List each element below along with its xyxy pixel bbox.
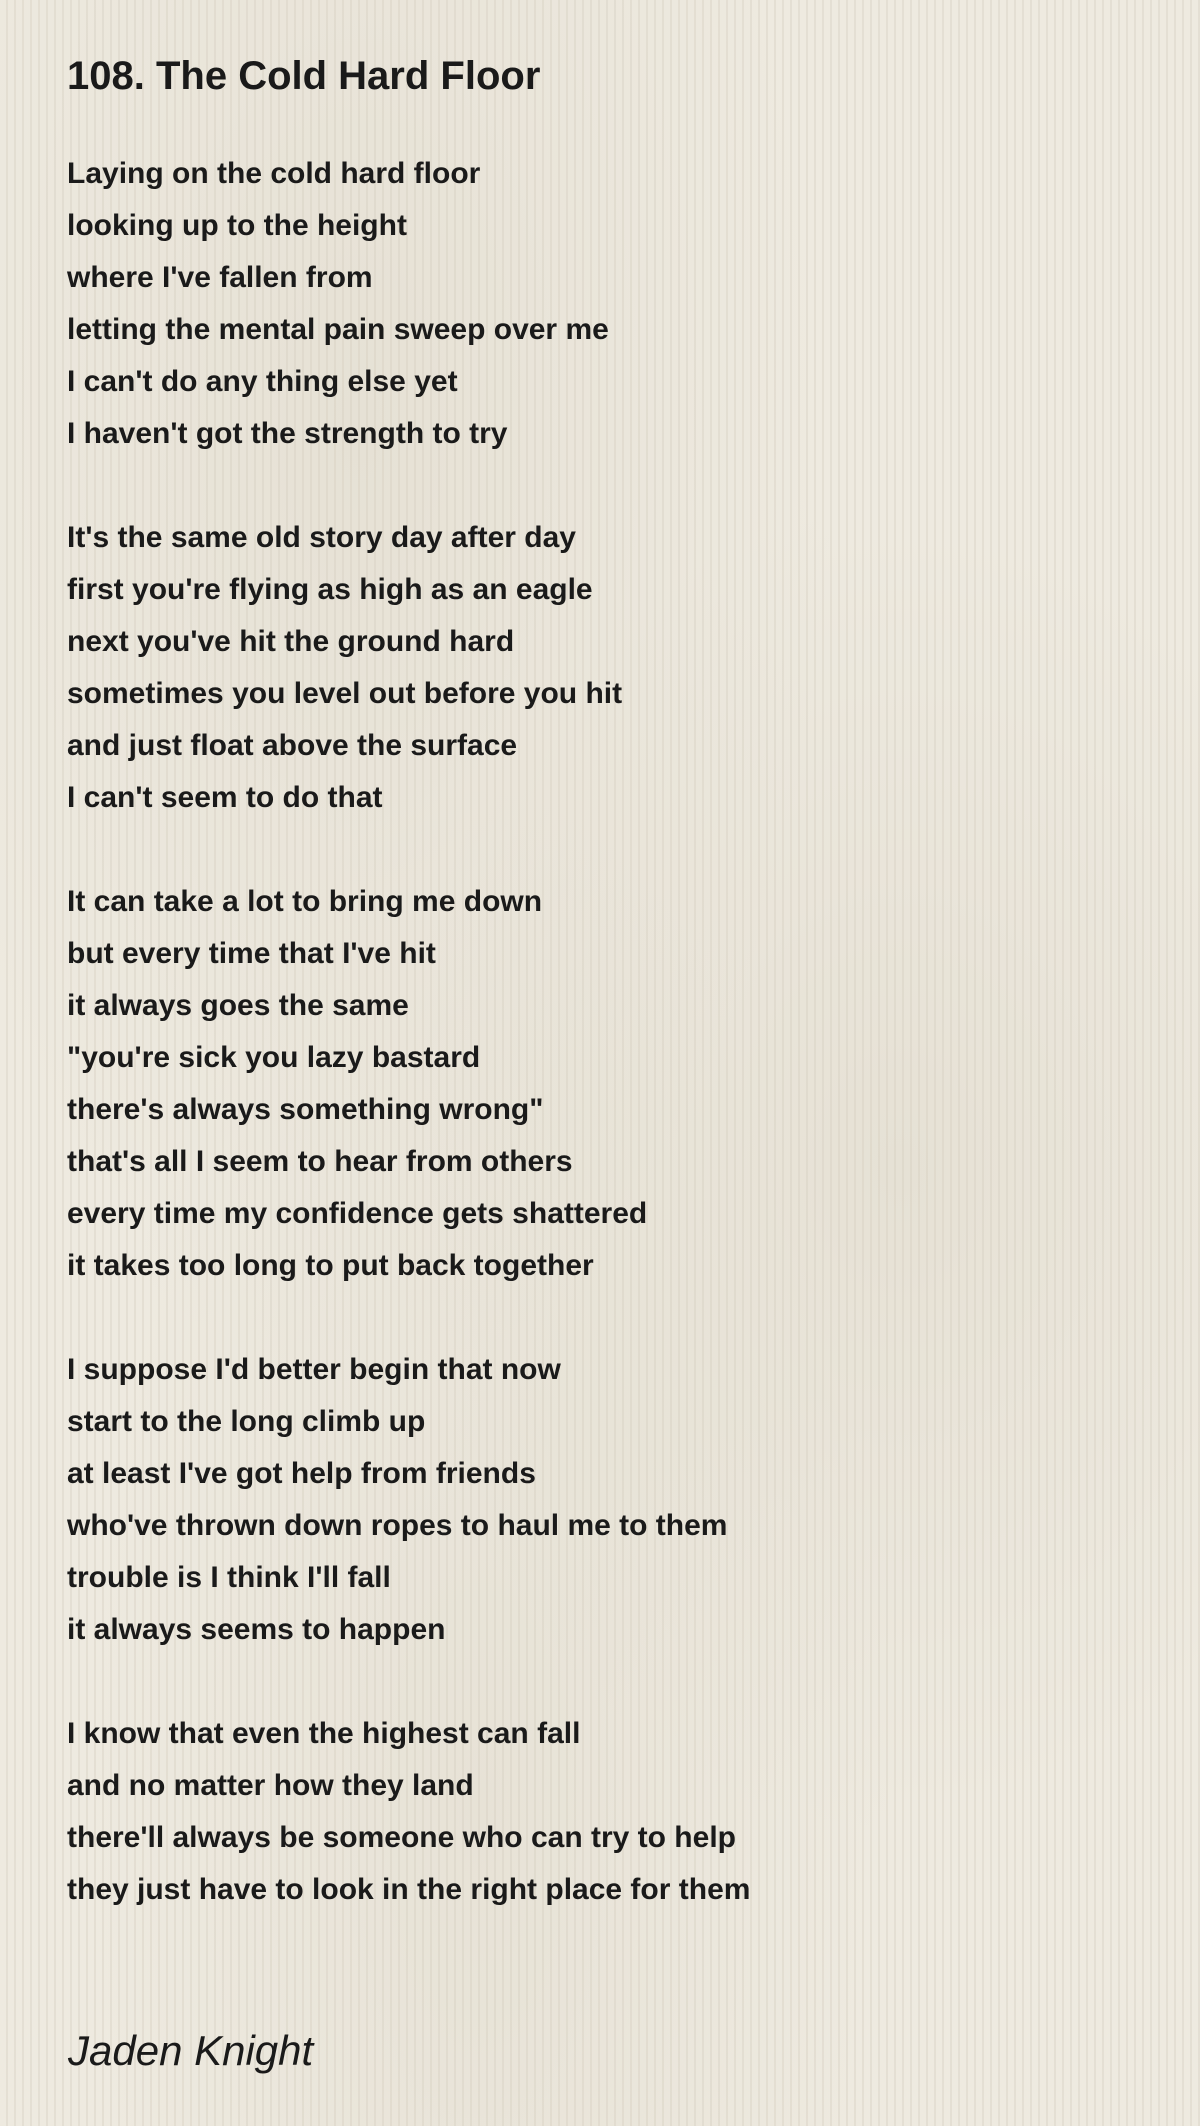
verse-line: sometimes you level out before you hit: [67, 677, 623, 710]
verse-line: "you're sick you lazy bastard: [67, 1041, 481, 1074]
verse-line: it takes too long to put back together: [67, 1249, 594, 1282]
verse-line: there'll always be someone who can try to help: [67, 1821, 736, 1854]
verse-line: it always seems to happen: [67, 1613, 446, 1646]
poem-body: [67, 148, 1147, 1968]
verse-line: Laying on the cold hard floor: [67, 157, 481, 190]
verse-line: that's all I seem to hear from others: [67, 1145, 573, 1178]
verse-line: trouble is I think I'll fall: [67, 1561, 391, 1594]
verse-line: where I've fallen from: [67, 261, 373, 294]
stanza: [67, 1344, 1147, 1656]
verse-line: It's the same old story day after day: [67, 521, 576, 554]
verse-line: letting the mental pain sweep over me: [67, 313, 609, 346]
verse-line: who've thrown down ropes to haul me to them: [67, 1509, 728, 1542]
verse-line: but every time that I've hit: [67, 937, 436, 970]
verse-line: at least I've got help from friends: [67, 1457, 536, 1490]
stanza: [67, 876, 1147, 1292]
verse-line: I haven't got the strength to try: [67, 417, 508, 450]
verse-line: start to the long climb up: [67, 1405, 426, 1438]
verse-line: I know that even the highest can fall: [67, 1717, 581, 1750]
verse-line: every time my confidence gets shattered: [67, 1197, 648, 1230]
poem-author: Jaden Knight: [68, 2027, 314, 2074]
stanza: [67, 148, 1147, 460]
verse-line: it always goes the same: [67, 989, 409, 1022]
verse-line: they just have to look in the right place for them: [67, 1873, 751, 1906]
verse-line: and just float above the surface: [67, 729, 518, 762]
verse-line: next you've hit the ground hard: [67, 625, 515, 658]
verse-line: there's always something wrong": [67, 1093, 544, 1126]
verse-line: I can't do any thing else yet: [67, 365, 458, 398]
poem-title: 108. The Cold Hard Floor: [67, 54, 541, 98]
verse-line: first you're flying as high as an eagle: [67, 573, 593, 606]
stanza: [67, 512, 1147, 824]
verse-line: and no matter how they land: [67, 1769, 474, 1802]
verse-line: looking up to the height: [67, 209, 407, 242]
stanza: [67, 1708, 1147, 1916]
verse-line: I suppose I'd better begin that now: [67, 1353, 561, 1386]
verse-line: It can take a lot to bring me down: [67, 885, 543, 918]
verse-line: I can't seem to do that: [67, 781, 383, 814]
